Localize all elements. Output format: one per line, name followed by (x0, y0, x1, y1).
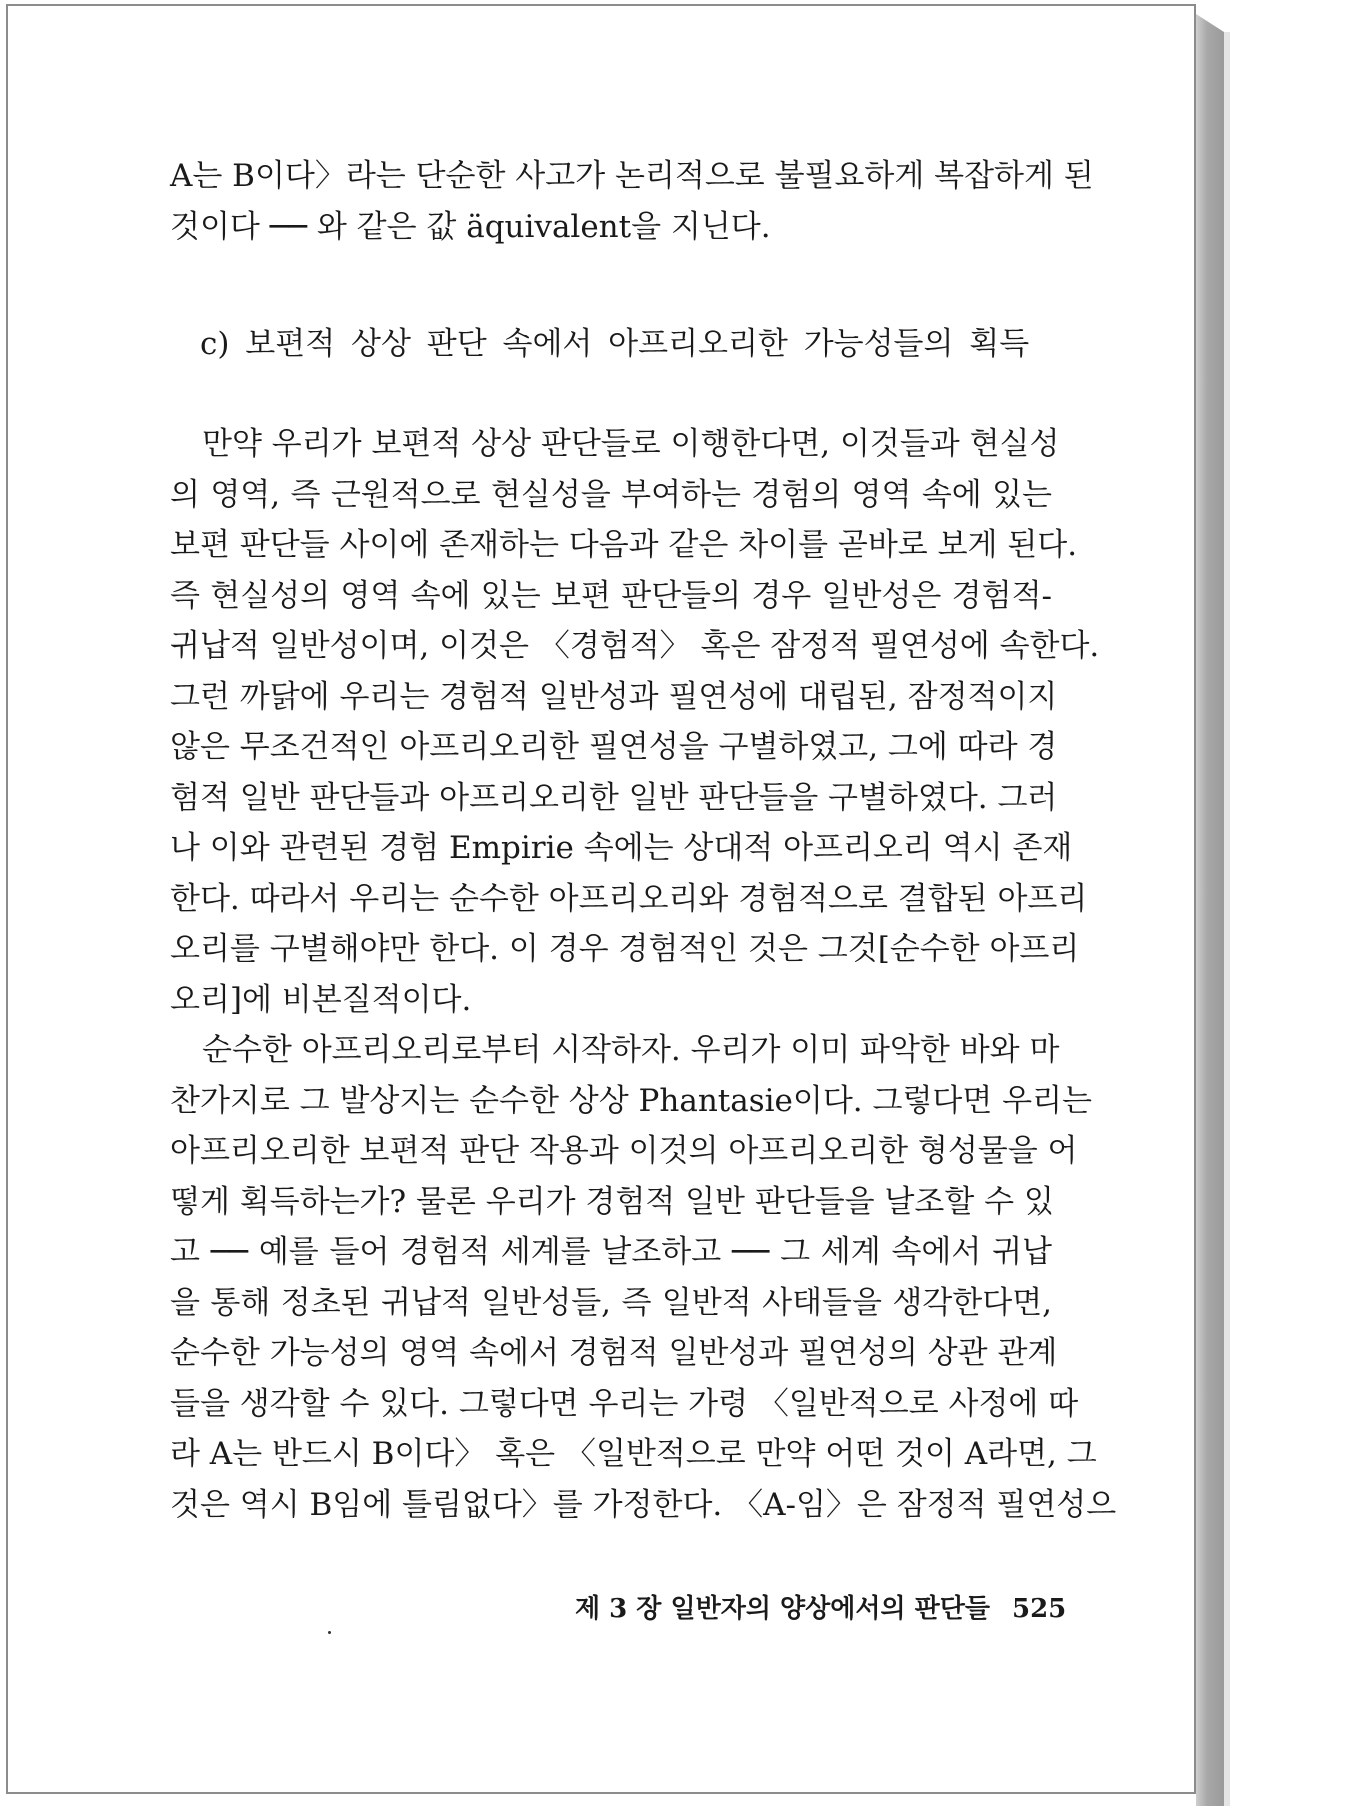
text-line: A는 B이다〉라는 단순한 사고가 논리적으로 불필요하게 복잡하게 된 (170, 158, 1094, 194)
text-line: 을 통해 정초된 귀납적 일반성들, 즉 일반적 사태들을 생각한다면, (170, 1284, 1052, 1321)
text-line: 의 영역, 즉 근원적으로 현실성을 부여하는 경험의 영역 속에 있는 (170, 476, 1052, 513)
section-heading: c) 보편적 상상 판단 속에서 아프리오리한 가능성들의 획득 (200, 326, 1030, 362)
text-line: 순수한 아프리오리로부터 시작하자. 우리가 이미 파악한 바와 마 (202, 1032, 1060, 1068)
text-line: 오리]에 비본질적이다. (170, 981, 472, 1018)
paragraph-1 (170, 418, 1100, 1024)
running-footer (575, 1588, 1066, 1625)
text-line: 험적 일반 판단들과 아프리오리한 일반 판단들을 구별하였다. 그러 (170, 779, 1058, 816)
text-line: 것이다 ── 와 같은 값 äquivalent을 지닌다. (170, 208, 771, 245)
text-line: 즉 현실성의 영역 속에 있는 보편 판단들의 경우 일반성은 경험적- (170, 577, 1052, 614)
text-line: 순수한 가능성의 영역 속에서 경험적 일반성과 필연성의 상관 관계 (170, 1335, 1058, 1371)
text-line: 떻게 획득하는가? 물론 우리가 경험적 일반 판단들을 날조할 수 있 (170, 1183, 1054, 1220)
text-line: 나 이와 관련된 경험 Empirie 속에는 상대적 아프리오리 역시 존재 (170, 830, 1073, 866)
text-line: 고 ── 예를 들어 경험적 세계를 날조하고 ── 그 세계 속에서 귀납 (170, 1234, 1052, 1270)
page-number: 525 (1011, 1594, 1067, 1624)
text-line: 그런 까닭에 우리는 경험적 일반성과 필연성에 대립된, 잠정적이지 (170, 678, 1058, 715)
text-line: 귀납적 일반성이며, 이것은 〈경험적〉 혹은 잠정적 필연성에 속한다. (170, 628, 1100, 664)
text-line: 한다. 따라서 우리는 순수한 아프리오리와 경험적으로 결합된 아프리 (170, 880, 1088, 917)
text-line: 찬가지로 그 발상지는 순수한 상상 Phantasie이다. 그렇다면 우리는 (170, 1082, 1092, 1119)
page-edge-shadow (1224, 32, 1230, 1806)
text-line: 만약 우리가 보편적 상상 판단들로 이행한다면, 이것들과 현실성 (202, 426, 1060, 462)
page-edge-shading (1196, 14, 1224, 1806)
text-line: 라 A는 반드시 B이다〉 혹은 〈일반적으로 만약 어떤 것이 A라면, 그 (170, 1436, 1097, 1472)
text-line: 보편 판단들 사이에 존재하는 다음과 같은 차이를 곧바로 보게 된다. (170, 527, 1078, 563)
scan-speck (328, 1631, 331, 1634)
text-line: 아프리오리한 보편적 판단 작용과 이것의 아프리오리한 형성물을 어 (170, 1133, 1078, 1169)
top-continuation-text (170, 150, 1094, 251)
paragraph-2 (170, 1024, 1117, 1529)
text-line: 들을 생각할 수 있다. 그렇다면 우리는 가령 〈일반적으로 사정에 따 (170, 1385, 1079, 1422)
text-line: 오리를 구별해야만 한다. 이 경우 경험적인 것은 그것[순수한 아프리 (170, 931, 1080, 967)
text-line: 것은 역시 B임에 틀림없다〉를 가정한다. 〈A-임〉은 잠정적 필연성으 (170, 1486, 1117, 1523)
chapter-title: 제 3 장 일반자의 양상에서의 판단들 (575, 1594, 990, 1624)
text-line: 않은 무조건적인 아프리오리한 필연성을 구별하였고, 그에 따라 경 (170, 729, 1058, 765)
